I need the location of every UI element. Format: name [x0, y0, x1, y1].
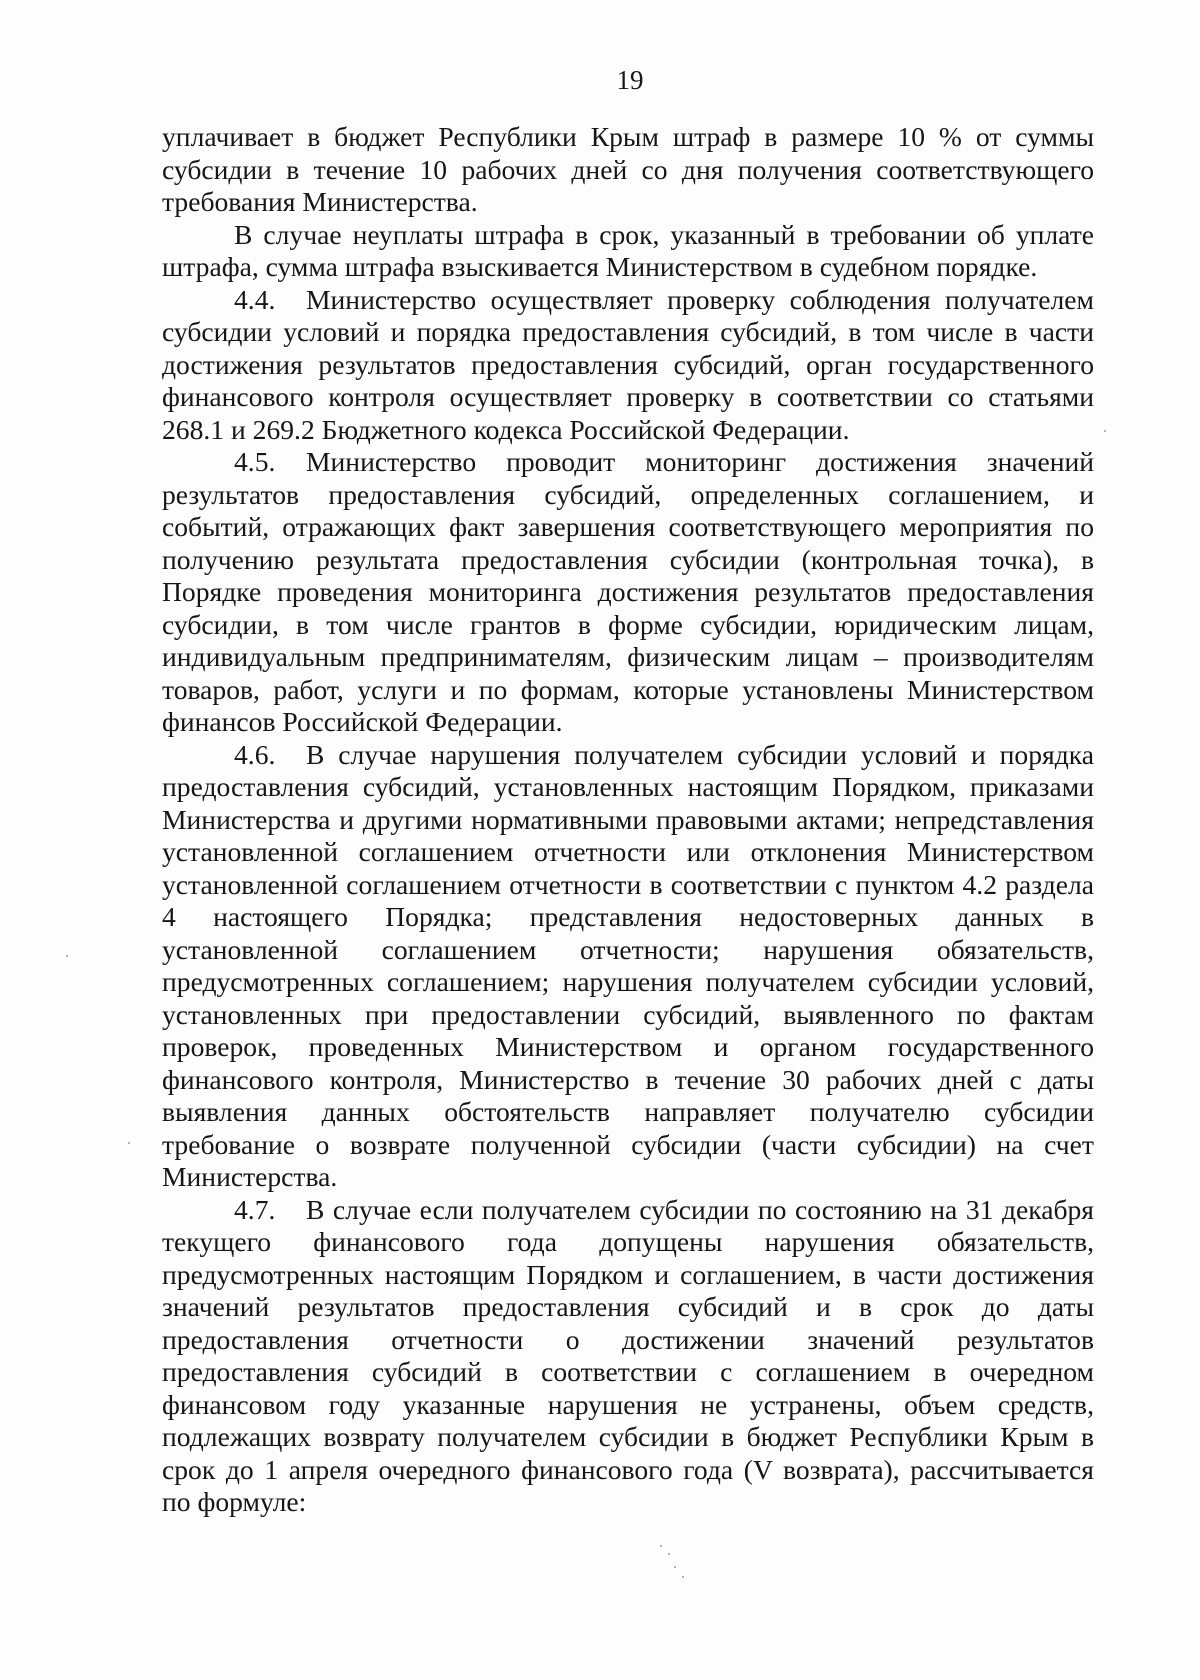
scan-speck [668, 1553, 670, 1555]
paragraph-4-4 [162, 284, 1094, 447]
paragraph-text: В случае неуплаты штрафа в срок, указанный в требовании об уплате штрафа, сумма штрафа взыскивается Министерством в судебном порядке. [162, 218, 1094, 282]
paragraph-text: В случае если получателем субсидии по состоянию на 31 декабря текущего финансового года допущены нарушения обязательств, предусмотренных настоящим Порядком и соглашением, в части достижения значений результатов предоставления субсидий и в срок до даты предоставления отчетности о достижении значений результатов предоставления субсидий в соответствии с соглашением в очередном финансовом году указанные нарушения не устранены, объем средств, подлежащих возврату получателем субсидии в бюджет Республики Крым в срок до 1 апреля очередного финансового года (V возврата), рассчитывается по формуле: [162, 1193, 1094, 1517]
scan-speck [674, 1566, 676, 1568]
paragraph-4-6 [162, 739, 1094, 1194]
section-number: 4.5. [234, 446, 276, 477]
page-number: 19 [616, 65, 644, 95]
paragraph-fine-collection [162, 219, 1094, 284]
scan-speck [682, 1576, 684, 1578]
paragraph-4-5 [162, 446, 1094, 739]
paragraph-continuation [162, 121, 1094, 219]
paragraph-text: уплачивает в бюджет Республики Крым штраф в размере 10 % от суммы субсидии в течение 10 рабочих дней со дня получения соответствующего требования Министерства. [162, 121, 1094, 217]
scan-speck [1104, 430, 1106, 432]
section-number: 4.4. [234, 283, 276, 315]
section-number: 4.7. [234, 1193, 276, 1225]
section-number: 4.6. [234, 738, 276, 770]
scan-speck [660, 1545, 662, 1547]
paragraph-text: Министерство проводит мониторинг достижения значений результатов предоставления субсидий, определенных соглашением, и событий, отражающих факт завершения соответствующего мероприятия по получению результата предоставления субсидии (контрольная точка), в Порядке проведения мониторинга достижения результатов предоставления субсидии, в том числе грантов в форме субсидии, юридическим лицам, индивидуальным предпринимателям, физическим лицам – производителям товаров, работ, услуги и по формам, которые установлены Министерством финансов Российской Федерации. [162, 446, 1094, 737]
document-body [162, 121, 1094, 1519]
scan-speck [66, 955, 68, 957]
paragraph-text: Министерство осуществляет проверку соблюдения получателем субсидии условий и порядка предоставления субсидий, в том числе в части достижения результатов предоставления субсидий, орган государственного финансового контроля осуществляет проверку в соответствии со статьями 268.1 и 269.2 Бюджетного кодекса Российской Федерации. [162, 283, 1094, 445]
paragraph-text: В случае нарушения получателем субсидии условий и порядка предоставления субсидий, установленных настоящим Порядком, приказами Министерства и другими нормативными правовыми актами; непредставления установленной соглашением отчетности или отклонения Министерством установленной соглашением отчетности в соответствии с пунктом 4.2 раздела 4 настоящего Порядка; представления недостоверных данных в установленной соглашением отчетности; нарушения обязательств, предусмотренных соглашением; нарушения получателем субсидии условий, установленных при предоставлении субсидий, выявленного по фактам проверок, проведенных Министерством и органом государственного финансового контроля, Министерство в течение 30 рабочих дней с даты выявления данных обстоятельств направляет получателю субсидии требование о возврате полученной субсидии (части субсидии) на счет Министерства. [162, 738, 1094, 1192]
scan-speck [128, 1142, 130, 1144]
paragraph-4-7 [162, 1194, 1094, 1519]
